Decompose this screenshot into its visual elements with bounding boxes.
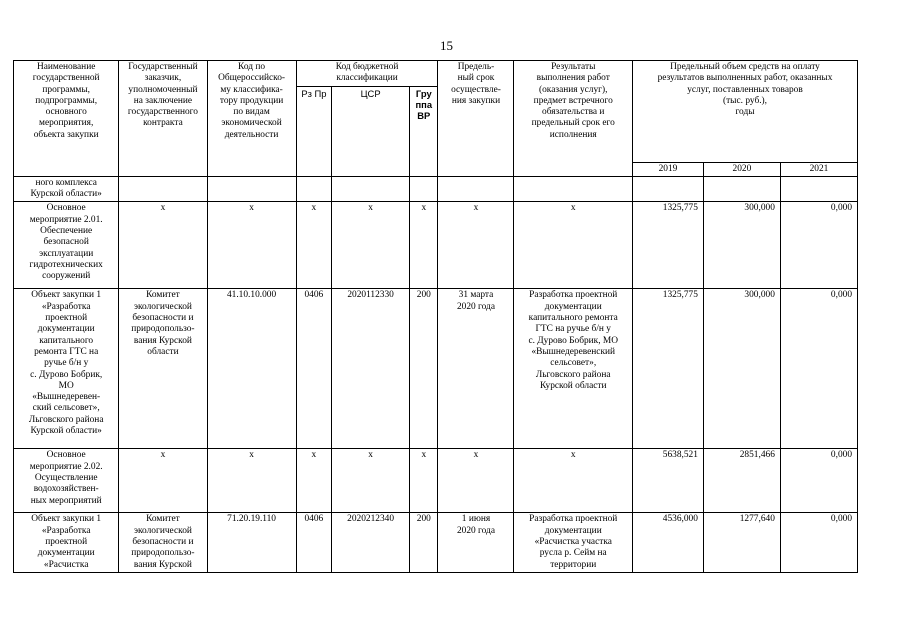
header-year-2021: 2021 [780, 162, 857, 176]
cell-csr: х [332, 202, 410, 289]
header-csr: ЦСР [332, 86, 410, 176]
cell-results: х [514, 202, 633, 289]
table-row [14, 289, 858, 449]
cell-2021: 0,000 [780, 449, 857, 513]
cell-results: Разработка проектной документации «Расчистка участка русла р. Сейм на территории [514, 513, 633, 573]
cell-deadline: х [438, 202, 514, 289]
header-program: Наименование государственной программы, подпрограммы, основного мероприятия, объекта закупки [14, 61, 119, 177]
table-row [14, 202, 858, 289]
cell-2021: 0,000 [780, 513, 857, 573]
cell-deadline [438, 176, 514, 202]
page-number: 15 [440, 38, 453, 53]
cell-okpd: х [207, 202, 296, 289]
cell-2021: 0,000 [780, 202, 857, 289]
cell-vr [410, 176, 438, 202]
cell-2020: 1277,640 [703, 513, 780, 573]
cell-rzpr: 0406 [296, 289, 331, 449]
cell-2019 [633, 176, 704, 202]
cell-2019: 1325,775 [633, 289, 704, 449]
table-row [14, 176, 858, 202]
header-okpd: Код по Общероссийско- му классифика- тору продукции по видам экономической деятельности [207, 61, 296, 177]
header-funding: Предельный объем средств на оплату результатов выполненных работ, оказанных услуг, поставленных товаров (тыс. руб.), годы [633, 61, 858, 163]
cell-customer: Комитет экологической безопасности и природопользо- вания Курской [119, 513, 207, 573]
header-year-2019: 2019 [633, 162, 704, 176]
cell-program: ного комплекса Курской области» [14, 176, 119, 202]
cell-program: Основное мероприятие 2.02. Осуществление водохозяйствен- ных мероприятий [14, 449, 119, 513]
header-vr: Гру ппа ВР [410, 86, 438, 176]
cell-csr: 2020212340 [332, 513, 410, 573]
cell-customer: Комитет экологической безопасности и природопользо- вания Курской области [119, 289, 207, 449]
cell-2020: 300,000 [703, 289, 780, 449]
cell-rzpr: х [296, 202, 331, 289]
cell-results: Разработка проектной документации капитального ремонта ГТС на ручье б/н у с. Дурово Бобрик, МО «Вышнедеревенский сельсовет», Льговского района Курской области [514, 289, 633, 449]
cell-vr: 200 [410, 289, 438, 449]
cell-program: Объект закупки 1 «Разработка проектной документации «Расчистка [14, 513, 119, 573]
cell-rzpr: х [296, 449, 331, 513]
header-budget-code: Код бюджетной классификации [296, 61, 438, 87]
cell-customer [119, 176, 207, 202]
header-deadline: Предель- ный срок осуществле- ния закупки [438, 61, 514, 177]
cell-vr: х [410, 202, 438, 289]
cell-csr [332, 176, 410, 202]
cell-vr: х [410, 449, 438, 513]
procurement-table [13, 60, 858, 573]
cell-okpd: 71.20.19.110 [207, 513, 296, 573]
cell-2020: 300,000 [703, 202, 780, 289]
header-results: Результаты выполнения работ (оказания услуг), предмет встречного обязательства и предельный срок его исполнения [514, 61, 633, 177]
cell-rzpr: 0406 [296, 513, 331, 573]
cell-2019: 4536,000 [633, 513, 704, 573]
cell-rzpr [296, 176, 331, 202]
cell-okpd: х [207, 449, 296, 513]
cell-program: Объект закупки 1 «Разработка проектной документации капитального ремонта ГТС на ручье б/н у с. Дурово Бобрик, МО «Вышнедеревен- ский сельсовет», Льговского района Курской области» [14, 289, 119, 449]
cell-okpd [207, 176, 296, 202]
cell-customer: х [119, 449, 207, 513]
cell-2020 [703, 176, 780, 202]
cell-csr: 2020112330 [332, 289, 410, 449]
cell-results [514, 176, 633, 202]
cell-2021 [780, 176, 857, 202]
cell-vr: 200 [410, 513, 438, 573]
cell-deadline: 31 марта 2020 года [438, 289, 514, 449]
cell-program: Основное мероприятие 2.01. Обеспечение безопасной эксплуатации гидротехнических сооружений [14, 202, 119, 289]
header-year-2020: 2020 [703, 162, 780, 176]
cell-csr: х [332, 449, 410, 513]
table-row [14, 513, 858, 573]
cell-deadline: х [438, 449, 514, 513]
cell-customer: х [119, 202, 207, 289]
cell-2021: 0,000 [780, 289, 857, 449]
cell-okpd: 41.10.10.000 [207, 289, 296, 449]
header-rzpr: Рз Пр [296, 86, 331, 176]
header-customer: Государственный заказчик, уполномоченный на заключение государственного контракта [119, 61, 207, 177]
cell-deadline: 1 июня 2020 года [438, 513, 514, 573]
cell-2020: 2851,466 [703, 449, 780, 513]
cell-results: х [514, 449, 633, 513]
cell-2019: 1325,775 [633, 202, 704, 289]
table-row [14, 449, 858, 513]
cell-2019: 5638,521 [633, 449, 704, 513]
